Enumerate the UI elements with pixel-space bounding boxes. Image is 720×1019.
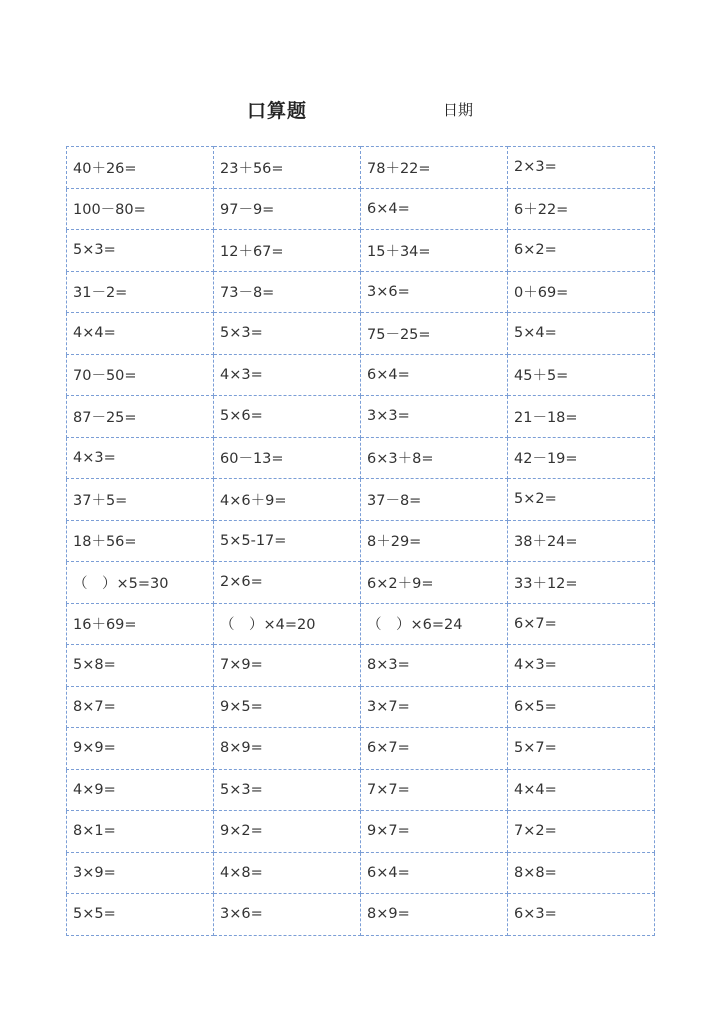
problem-cell: 6×5= bbox=[508, 686, 655, 728]
problem-cell: 9×5= bbox=[214, 686, 361, 728]
problem-cell: 21－18= bbox=[508, 396, 655, 438]
problem-cell: 2×3= bbox=[508, 147, 655, 189]
problem-cell: 0＋69= bbox=[508, 271, 655, 313]
problem-cell: 5×8= bbox=[67, 645, 214, 687]
problem-cell: 7×2= bbox=[508, 811, 655, 853]
problem-cell: 6×3＋8= bbox=[361, 437, 508, 479]
problem-row bbox=[67, 437, 655, 479]
problem-row bbox=[67, 645, 655, 687]
problem-cell: 7×9= bbox=[214, 645, 361, 687]
problem-cell: 8×3= bbox=[361, 645, 508, 687]
problem-cell: 5×3= bbox=[214, 769, 361, 811]
problem-cell: 60－13= bbox=[214, 437, 361, 479]
problem-cell: 37＋5= bbox=[67, 479, 214, 521]
problem-cell: 8×9= bbox=[361, 894, 508, 936]
problem-cell: 6×7= bbox=[361, 728, 508, 770]
problem-cell: 3×3= bbox=[361, 396, 508, 438]
problem-cell: 6×4= bbox=[361, 188, 508, 230]
problem-cell: 8×7= bbox=[67, 686, 214, 728]
problem-cell: 3×9= bbox=[67, 852, 214, 894]
problem-cell: 12＋67= bbox=[214, 230, 361, 272]
problem-cell: 16＋69= bbox=[67, 603, 214, 645]
problem-cell: 9×2= bbox=[214, 811, 361, 853]
problem-cell: 3×6= bbox=[214, 894, 361, 936]
problem-row bbox=[67, 811, 655, 853]
page-title: 口算题 bbox=[247, 100, 308, 122]
problem-cell: 8×9= bbox=[214, 728, 361, 770]
problem-cell: 75－25= bbox=[361, 313, 508, 355]
problem-cell: 8＋29= bbox=[361, 520, 508, 562]
problem-cell: 4×4= bbox=[508, 769, 655, 811]
problem-cell: 5×2= bbox=[508, 479, 655, 521]
problem-cell: 5×5-17= bbox=[214, 520, 361, 562]
problem-grid bbox=[66, 146, 655, 936]
problem-cell: 9×7= bbox=[361, 811, 508, 853]
problem-cell: 2×6= bbox=[214, 562, 361, 604]
problem-cell: 33＋12= bbox=[508, 562, 655, 604]
problem-cell: 6×7= bbox=[508, 603, 655, 645]
problem-cell: （ ）×6=24 bbox=[361, 603, 508, 645]
problem-cell: 5×5= bbox=[67, 894, 214, 936]
problem-cell: 4×4= bbox=[67, 313, 214, 355]
problem-row bbox=[67, 562, 655, 604]
problem-row bbox=[67, 852, 655, 894]
problem-row bbox=[67, 188, 655, 230]
problem-cell: 45＋5= bbox=[508, 354, 655, 396]
problem-cell: 31－2= bbox=[67, 271, 214, 313]
problem-cell: 70－50= bbox=[67, 354, 214, 396]
problem-cell: 73－8= bbox=[214, 271, 361, 313]
problem-row bbox=[67, 728, 655, 770]
problem-cell: 6×4= bbox=[361, 354, 508, 396]
problem-cell: 37－8= bbox=[361, 479, 508, 521]
problem-cell: 4×3= bbox=[67, 437, 214, 479]
problem-row bbox=[67, 479, 655, 521]
problem-grid-body bbox=[67, 147, 655, 936]
problem-cell: 100－80= bbox=[67, 188, 214, 230]
problem-cell: 5×3= bbox=[67, 230, 214, 272]
problem-cell: 6×4= bbox=[361, 852, 508, 894]
problem-cell: 42－19= bbox=[508, 437, 655, 479]
problem-cell: 4×8= bbox=[214, 852, 361, 894]
problem-cell: 4×3= bbox=[214, 354, 361, 396]
problem-cell: 6×2＋9= bbox=[361, 562, 508, 604]
problem-cell: 38＋24= bbox=[508, 520, 655, 562]
problem-row bbox=[67, 230, 655, 272]
problem-row bbox=[67, 686, 655, 728]
problem-cell: 40＋26= bbox=[67, 147, 214, 189]
problem-row bbox=[67, 354, 655, 396]
problem-cell: 8×8= bbox=[508, 852, 655, 894]
problem-row bbox=[67, 396, 655, 438]
problem-row bbox=[67, 603, 655, 645]
problem-cell: 4×6＋9= bbox=[214, 479, 361, 521]
problem-row bbox=[67, 271, 655, 313]
problem-row bbox=[67, 769, 655, 811]
problem-cell: （ ）×5=30 bbox=[67, 562, 214, 604]
problem-cell: 78＋22= bbox=[361, 147, 508, 189]
date-label: 日期 bbox=[443, 101, 474, 119]
problem-cell: 23＋56= bbox=[214, 147, 361, 189]
problem-cell: 4×9= bbox=[67, 769, 214, 811]
problem-cell: 5×6= bbox=[214, 396, 361, 438]
problem-cell: 5×4= bbox=[508, 313, 655, 355]
problem-row bbox=[67, 313, 655, 355]
problem-cell: 87－25= bbox=[67, 396, 214, 438]
problem-cell: 5×7= bbox=[508, 728, 655, 770]
problem-cell: 6＋22= bbox=[508, 188, 655, 230]
problem-cell: 8×1= bbox=[67, 811, 214, 853]
problem-cell: 6×3= bbox=[508, 894, 655, 936]
problem-cell: 9×9= bbox=[67, 728, 214, 770]
problem-cell: 5×3= bbox=[214, 313, 361, 355]
problem-cell: 7×7= bbox=[361, 769, 508, 811]
problem-row bbox=[67, 894, 655, 936]
problem-row bbox=[67, 147, 655, 189]
problem-cell: 18＋56= bbox=[67, 520, 214, 562]
problem-cell: 6×2= bbox=[508, 230, 655, 272]
problem-cell: 3×6= bbox=[361, 271, 508, 313]
problem-cell: 15＋34= bbox=[361, 230, 508, 272]
problem-cell: 3×7= bbox=[361, 686, 508, 728]
problem-cell: 4×3= bbox=[508, 645, 655, 687]
problem-row bbox=[67, 520, 655, 562]
problem-cell: （ ）×4=20 bbox=[214, 603, 361, 645]
problem-cell: 97－9= bbox=[214, 188, 361, 230]
